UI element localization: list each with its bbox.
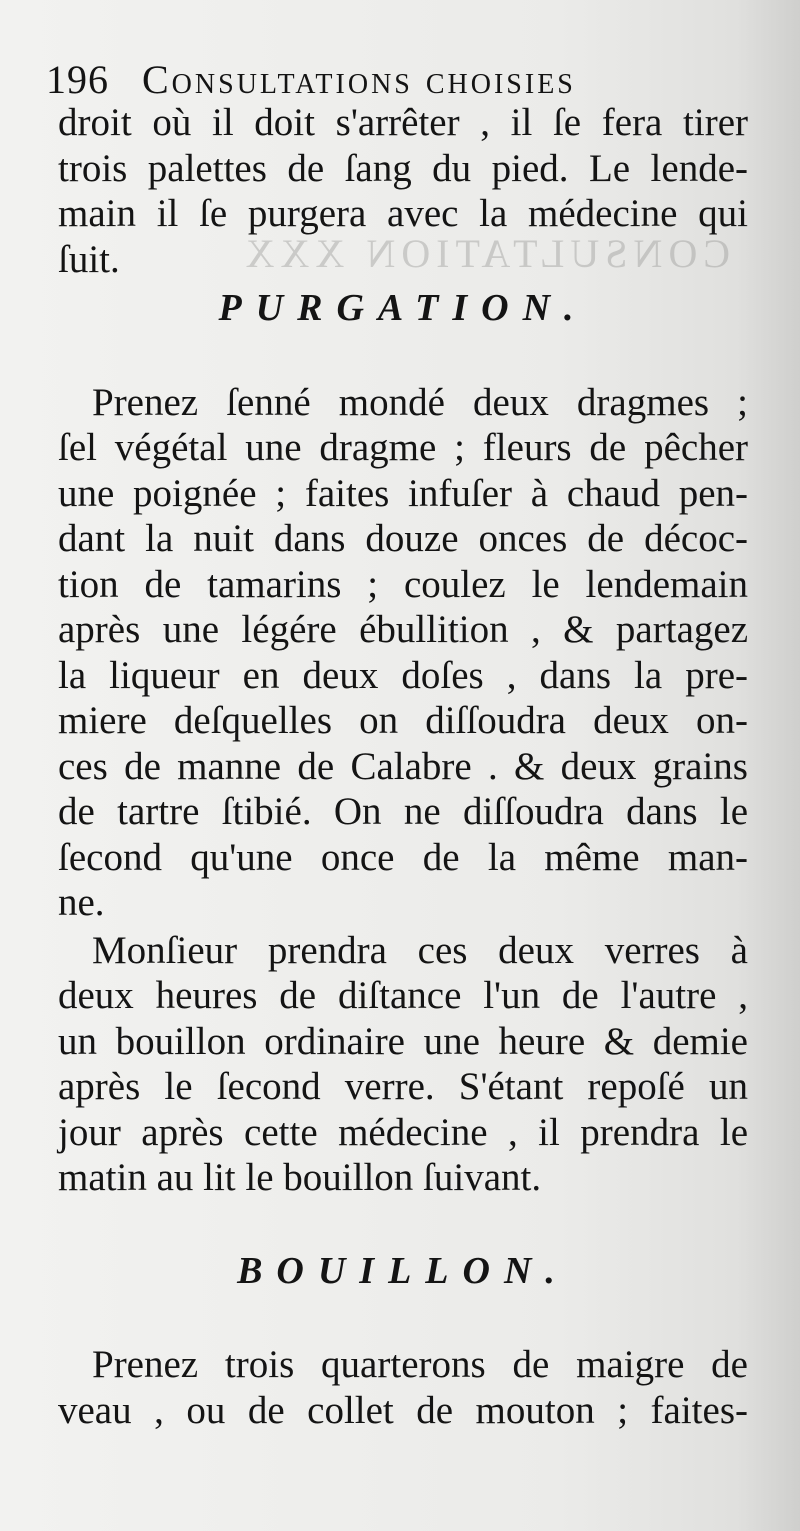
paragraph-bouillon — [58, 1342, 748, 1433]
text-line: deux heures de diſtance l'un de l'autre , — [58, 974, 748, 1017]
show-through-text: CONSULTATION XXX — [239, 231, 730, 276]
text-line: miere deſquelles on diſſoudra deux on- — [58, 699, 748, 742]
text-line: Prenez trois quarterons de maigre de — [92, 1343, 748, 1386]
paragraph-monsieur — [58, 928, 748, 1201]
paragraph-continuation — [58, 100, 748, 282]
text-line: veau , ou de collet de mouton ; faites- — [58, 1388, 748, 1432]
paragraph-purgation — [58, 380, 748, 926]
text-line: un bouillon ordinaire une heure & demie — [58, 1019, 748, 1063]
text-line: la liqueur en deux doſes , dans la pre- — [58, 653, 748, 697]
text-line: ſuit. — [58, 237, 120, 281]
text-line: ſel végétal une dragme ; fleurs de pêcher — [58, 426, 748, 469]
text-line: jour après cette médecine , il prendra le — [58, 1110, 748, 1154]
text-line: après une légére ébullition , & partagez — [58, 608, 748, 651]
running-title: Consultations choisies — [142, 57, 576, 102]
text-line: matin au lit le bouillon ſuivant. — [58, 1156, 542, 1199]
heading-bouillon: BOUILLON. — [237, 1249, 569, 1292]
text-line: Monſieur prendra ces deux verres à — [92, 928, 748, 972]
text-line: trois palettes de ſang du pied. Le lende- — [58, 146, 748, 190]
running-head — [46, 56, 776, 103]
text-line: après le ſecond verre. S'étant repoſé un — [58, 1065, 748, 1108]
text-line: une poignée ; faites infuſer à chaud pen- — [58, 471, 748, 515]
text-line: dant la nuit dans douze onces de décoc- — [58, 517, 748, 560]
page-number: 196 — [46, 57, 109, 102]
body-text — [58, 100, 748, 1433]
text-line: Prenez ſenné mondé deux dragmes ; — [92, 380, 748, 424]
text-line: de tartre ſtibié. On ne diſſoudra dans le — [58, 790, 748, 833]
text-line: tion de tamarins ; coulez le lendemain — [58, 562, 748, 606]
text-line: ne. — [58, 881, 105, 924]
text-line: main il ſe purgera avec la médecine qui — [58, 192, 748, 235]
text-line: ces de manne de Calabre . & deux grains — [58, 744, 748, 788]
text-line: droit où il doit s'arrêter , il ſe fera tirer — [58, 101, 748, 144]
text-line: ſecond qu'une once de la même man- — [58, 835, 748, 879]
heading-purgation: PURGATION. — [218, 287, 588, 329]
